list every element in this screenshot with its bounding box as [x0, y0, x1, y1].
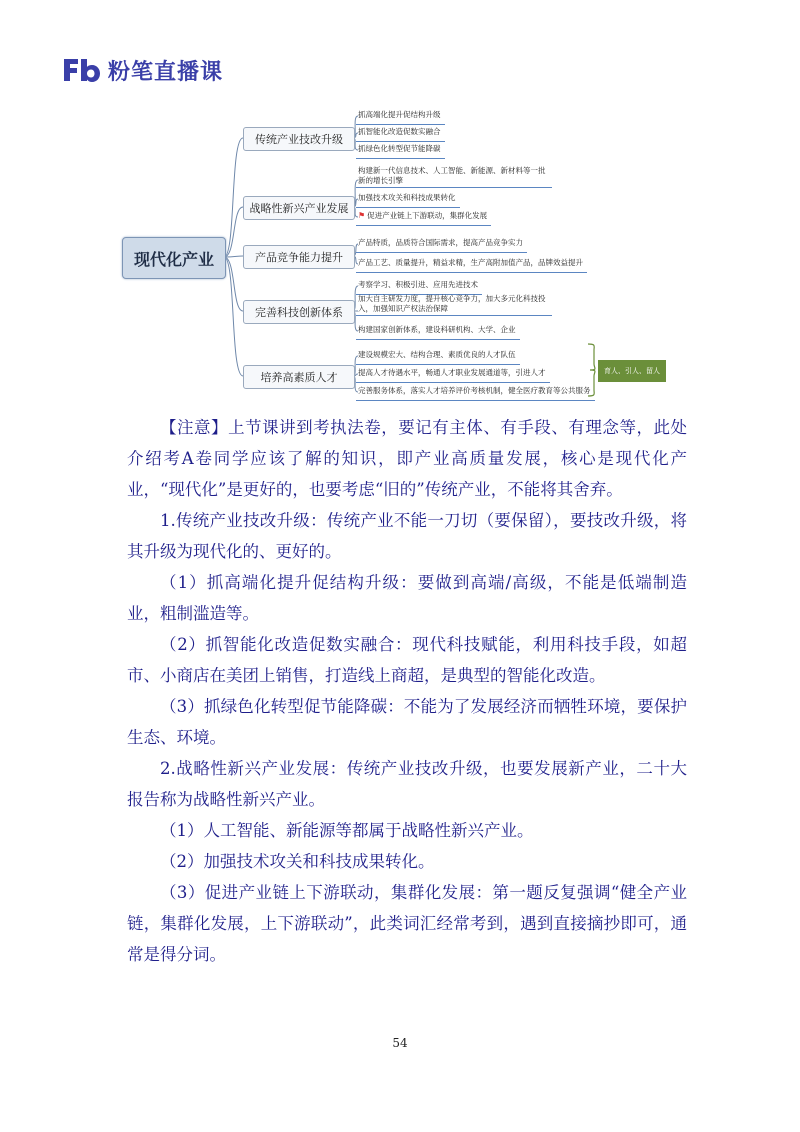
branch-product-competitiveness: 产品竞争能力提升 — [243, 245, 355, 269]
leaf-item: 完善服务体系，落实人才培养评价考核机制，健全医疗教育等公共服务 — [356, 384, 595, 401]
leaf-item: 产品工艺、质量提升，精益求精，生产高附加值产品，品牌效益提升 — [356, 256, 587, 273]
paragraph: 1.传统产业技改升级：传统产业不能一刀切（要保留），要技改升级，将其升级为现代化的、更好的。 — [127, 511, 687, 561]
leaf-item: 建设规模宏大、结构合理、素质优良的人才队伍 — [356, 348, 520, 365]
leaf-item: 抓高端化提升促结构升级 — [356, 108, 445, 125]
leaf-item — [356, 209, 491, 226]
leaf-item: 提高人才待遇水平，畅通人才职业发展通道等，引进人才 — [356, 366, 550, 383]
leaf-item: 加大自主研发力度，提升核心竞争力，加大多元化科技投入，加强知识产权法治保障 — [356, 294, 552, 316]
leaf-item: 构建国家创新体系，建设科研机构、大学、企业 — [356, 323, 520, 340]
leaf-item: 考察学习、积极引进、应用先进技术 — [356, 278, 482, 295]
page-number: 54 — [392, 1036, 408, 1050]
paragraph: （3）促进产业链上下游联动，集群化发展：第一题反复强调“健全产业链，集群化发展，上下游联动”，此类词汇经常考到，遇到直接摘抄即可，通常是得分词。 — [127, 883, 687, 964]
leaf-text: 促进产业链上下游联动，集群化发展 — [367, 211, 488, 220]
logo-text: 粉笔直播课 — [108, 59, 224, 85]
note-paragraph: 【注意】上节课讲到考执法卷，要记有主体、有手段、有理念等，此处介绍考A卷同学应该了解的知识，即产业高质量发展，核心是现代化产业，“现代化”是更好的，也要考虑“旧的”传统产业，不能将其舍弃。 — [127, 418, 687, 499]
branch-traditional-upgrade: 传统产业技改升级 — [243, 127, 355, 151]
paragraph: （1）抓高端化提升促结构升级：要做到高端/高级，不能是低端制造业，粗制滥造等。 — [127, 573, 687, 623]
fb-logo-icon — [62, 57, 102, 83]
paragraph: （1）人工智能、新能源等都属于战略性新兴产业。 — [160, 821, 534, 840]
branch-strategic-emerging: 战略性新兴产业发展 — [243, 196, 355, 220]
talent-summary-box: 育人、引人、留人 — [598, 360, 666, 382]
paragraph: （2）抓智能化改造促数实融合：现代科技赋能，利用科技手段，如超市、小商店在美团上销售，打造线上商超，是典型的智能化改造。 — [127, 635, 687, 685]
article-body — [127, 412, 687, 970]
mind-map-root: 现代化产业 — [122, 237, 226, 279]
mind-map — [118, 100, 618, 400]
branch-talent-cultivation: 培养高素质人才 — [243, 365, 355, 389]
brand-logo — [62, 56, 223, 84]
paragraph: （2）加强技术攻关和科技成果转化。 — [160, 852, 435, 871]
flag-icon: ⚑ — [358, 211, 366, 220]
leaf-item: 构建新一代信息技术、人工智能、新能源、新材料等一批新的增长引擎 — [356, 166, 552, 188]
paragraph: （3）抓绿色化转型促节能降碳：不能为了发展经济而牺牲环境，要保护生态、环境。 — [127, 697, 687, 747]
leaf-item: 加强技术攻关和科技成果转化 — [356, 191, 460, 208]
leaf-item: 抓绿色化转型促节能降碳 — [356, 142, 445, 159]
paragraph: 2.战略性新兴产业发展：传统产业技改升级，也要发展新产业，二十大报告称为战略性新兴产业。 — [127, 759, 687, 809]
leaf-item: 抓智能化改造促数实融合 — [356, 125, 445, 142]
leaf-item: 产品特质，品质符合国际需求，提高产品竞争实力 — [356, 236, 527, 253]
branch-innovation-system: 完善科技创新体系 — [243, 300, 355, 324]
